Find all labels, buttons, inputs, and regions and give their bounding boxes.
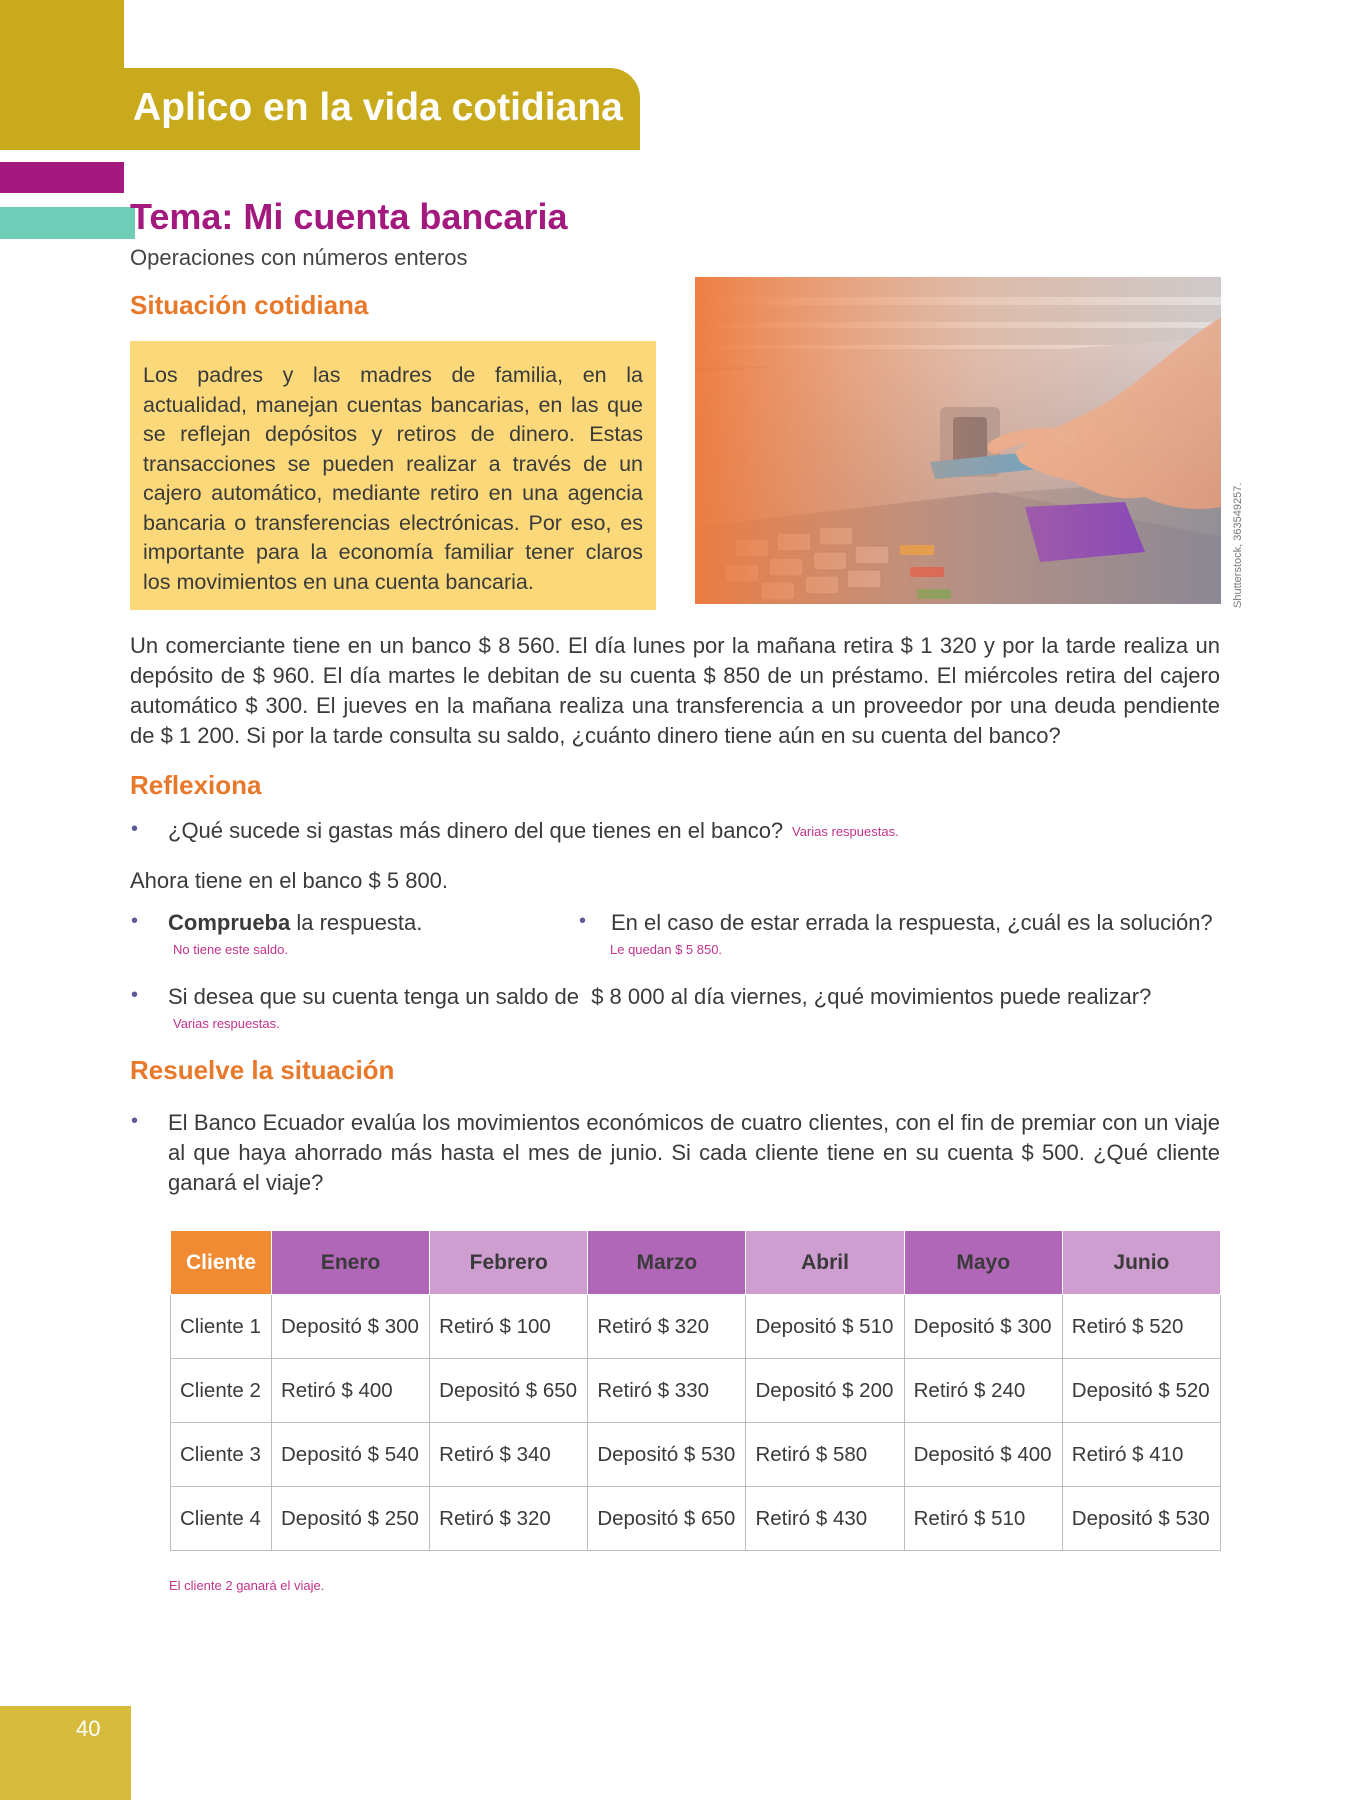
header-junio: Junio (1062, 1231, 1220, 1295)
table-answer: El cliente 2 ganará el viaje. (169, 1578, 325, 1593)
decorative-bar-teal (0, 207, 135, 239)
table-cell: Depositó $ 650 (430, 1359, 588, 1423)
header-febrero: Febrero (430, 1231, 588, 1295)
question-2-rest: la respuesta. (290, 910, 423, 935)
header-band-left (0, 0, 124, 150)
section-title: Aplico en la vida cotidiana (133, 86, 623, 129)
question-2 (168, 910, 422, 936)
table-cell: Retiró $ 320 (430, 1487, 588, 1551)
header-abril: Abril (746, 1231, 904, 1295)
header-cliente: Cliente (171, 1231, 272, 1295)
header-mayo: Mayo (904, 1231, 1062, 1295)
bullet-icon: • (131, 984, 139, 1006)
table-cell: Retiró $ 510 (904, 1487, 1062, 1551)
resuelve-heading: Resuelve la situación (130, 1055, 395, 1085)
table-row (171, 1295, 1221, 1359)
question-2-bold: Comprueba (168, 910, 291, 935)
problem-statement: Un comerciante tiene en un banco $ 8 560. El día lunes por la mañana retira $ 1 320 y por la tarde realiza un depósito de $ 960. El día martes le debitan de su cuenta $ 850 de un préstamo. El miércoles retira del cajero automático $ 300. El jueves en la mañana realiza una transferencia a un proveedor por una deuda pendiente de $ 1 200. Si por la tarde consulta su saldo, ¿cuánto dinero tiene aún en su cuenta del banco? (130, 633, 1220, 748)
page-number-box (0, 1706, 131, 1800)
table-cell: Retiró $ 320 (588, 1295, 746, 1359)
table-cell: Depositó $ 300 (272, 1295, 430, 1359)
table-cell: Retiró $ 340 (430, 1423, 588, 1487)
table-cell: Depositó $ 520 (1062, 1359, 1220, 1423)
table-row (171, 1423, 1221, 1487)
table-cell: Retiró $ 580 (746, 1423, 904, 1487)
question-5: El Banco Ecuador evalúa los movimientos económicos de cuatro clientes, con el fin de premiar con un viaje al que haya ahorrado más hasta el mes de junio. Si cada cliente tiene en su cuenta $ 500. ¿Qué cliente ganará el viaje? (168, 1110, 1220, 1195)
table-cell: Retiró $ 240 (904, 1359, 1062, 1423)
table-cell: Retiró $ 100 (430, 1295, 588, 1359)
reflexiona-heading: Reflexiona (130, 770, 262, 800)
table-row (171, 1487, 1221, 1551)
table-cell: Cliente 2 (171, 1359, 272, 1423)
topic-subtitle: Operaciones con números enteros (130, 245, 468, 270)
photo-credit: Shutterstock, 363549257. (1232, 482, 1244, 608)
table-cell: Retiró $ 330 (588, 1359, 746, 1423)
atm-photo (695, 277, 1221, 604)
decorative-bar-magenta (0, 162, 124, 193)
table-cell: Depositó $ 540 (272, 1423, 430, 1487)
header-enero: Enero (272, 1231, 430, 1295)
table-header-row (171, 1231, 1221, 1295)
table-cell: Cliente 4 (171, 1487, 272, 1551)
situacion-heading: Situación cotidiana (130, 290, 369, 320)
bullet-icon: • (131, 818, 139, 840)
question-1: ¿Qué sucede si gastas más dinero del que tienes en el banco? (168, 818, 784, 843)
question-4: Si desea que su cuenta tenga un saldo de $ 8 000 al día viernes, ¿qué movimientos puede realizar? (168, 984, 1152, 1009)
question-3: En el caso de estar errada la respuesta, ¿cuál es la solución? (611, 910, 1213, 935)
table-cell: Depositó $ 300 (904, 1295, 1062, 1359)
bullet-icon: • (579, 910, 587, 932)
clients-table (170, 1230, 1221, 1551)
table-cell: Retiró $ 430 (746, 1487, 904, 1551)
topic-title: Tema: Mi cuenta bancaria (130, 196, 568, 237)
answer-4: Varias respuestas. (173, 1016, 280, 1031)
answer-3: Le quedan $ 5 850. (610, 942, 723, 957)
situacion-box (130, 341, 656, 610)
table-cell: Depositó $ 650 (588, 1487, 746, 1551)
table-cell: Depositó $ 200 (746, 1359, 904, 1423)
bullet-icon: • (131, 910, 139, 932)
answer-1: Varias respuestas. (792, 824, 899, 839)
atm-illustration (695, 277, 1221, 604)
table-cell: Retiró $ 520 (1062, 1295, 1220, 1359)
table-cell: Retiró $ 400 (272, 1359, 430, 1423)
header-marzo: Marzo (588, 1231, 746, 1295)
answer-2: No tiene este saldo. (173, 942, 288, 957)
table-row (171, 1359, 1221, 1423)
page-number: 40 (76, 1716, 101, 1741)
table-cell: Retiró $ 410 (1062, 1423, 1220, 1487)
balance-statement: Ahora tiene en el banco $ 5 800. (130, 868, 449, 893)
table-cell: Depositó $ 530 (588, 1423, 746, 1487)
bullet-icon: • (131, 1110, 139, 1132)
table-cell: Depositó $ 250 (272, 1487, 430, 1551)
table-cell: Depositó $ 530 (1062, 1487, 1220, 1551)
table-cell: Cliente 1 (171, 1295, 272, 1359)
table-cell: Depositó $ 400 (904, 1423, 1062, 1487)
table-cell: Cliente 3 (171, 1423, 272, 1487)
situacion-text: Los padres y las madres de familia, en la actualidad, manejan cuentas bancarias, en las que se reflejan depósitos y retiros de dinero. Estas transacciones se pueden realizar a través de un cajero automático, mediante retiro en una agencia bancaria o transferencias electrónicas. Por eso, es importante para la economía familiar tener claros los movimientos en una cuenta bancaria. (143, 363, 643, 594)
table-cell: Depositó $ 510 (746, 1295, 904, 1359)
